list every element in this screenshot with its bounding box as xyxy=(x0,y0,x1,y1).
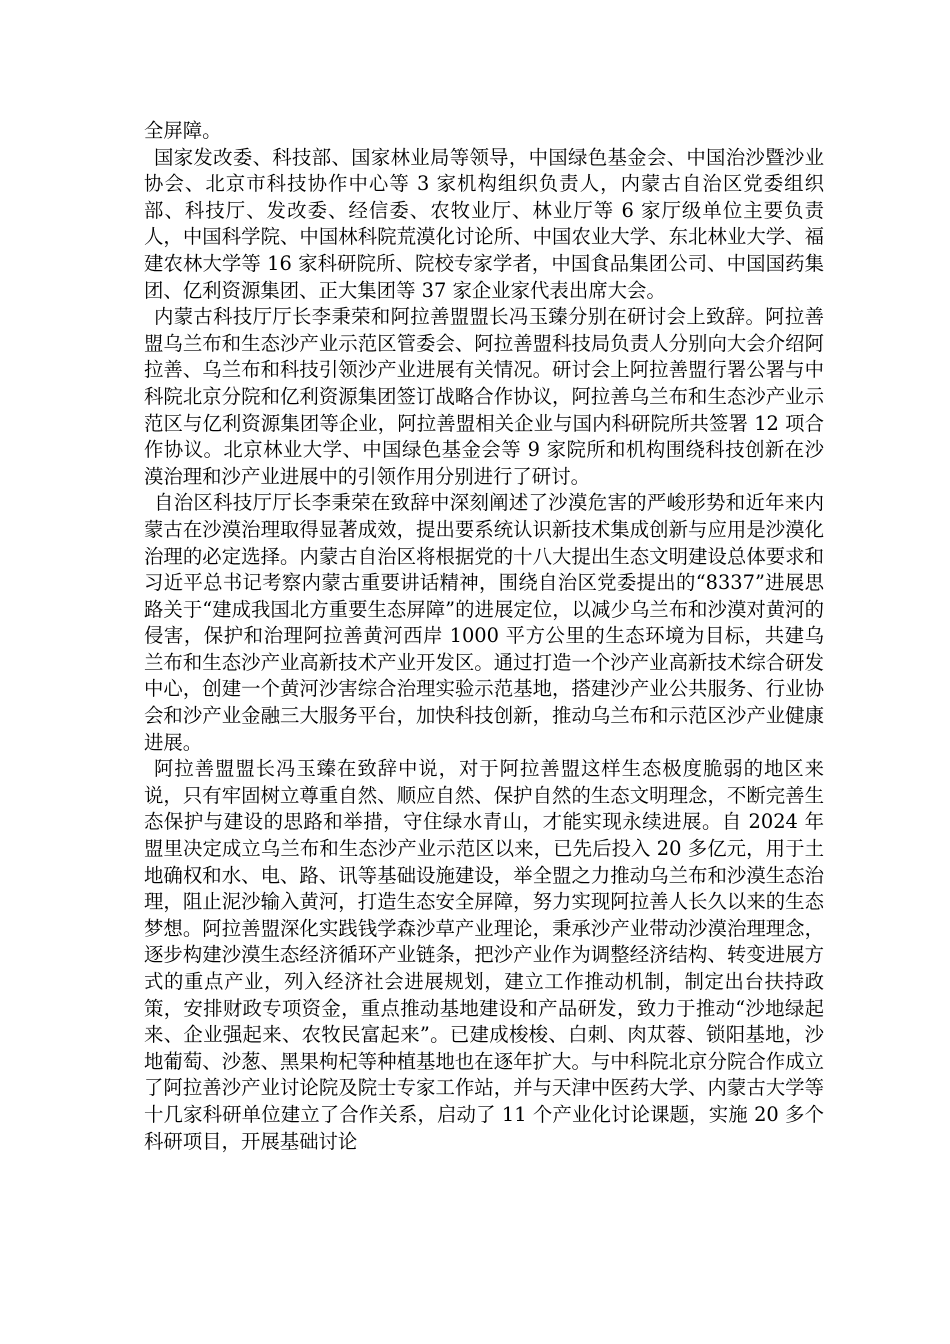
paragraph-opening-speeches: 内蒙古科技厅厅长李秉荣和阿拉善盟盟长冯玉臻分别在研讨会上致辞。阿拉善盟乌兰布和生态沙产业示范区管委会、阿拉善盟科技局负责人分别向大会介绍阿拉善、乌兰布和科技引领沙产业进展有关情况。研讨会上阿拉善盟行署公署与中科院北京分院和亿利资源集团签订战略合作协议，阿拉善乌兰布和生态沙产业示范区与亿利资源集团等企业，阿拉善盟相关企业与国内科研院所共签署 12 项合作协议。北京林业大学、中国绿色基金会等 9 家院所和机构围绕科技创新在沙漠治理和沙产业进展中的引领作用分别进行了研讨。 xyxy=(144,305,824,488)
paragraph-science-director-speech: 自治区科技厅厅长李秉荣在致辞中深刻阐述了沙漠危害的严峻形势和近年来内蒙古在沙漠治理取得显著成效，提出要系统认识新技术集成创新与应用是沙漠化治理的必定选择。内蒙古自治区将根据党的十八大提出生态文明建设总体要求和习近平总书记考察内蒙古重要讲话精神，围绕自治区党委提出的“8337”进展思路关于“建成我国北方重要生态屏障”的进展定位，以减少乌兰布和沙漠对黄河的侵害，保护和治理阿拉善黄河西岸 1000 平方公里的生态环境为目标，共建乌兰布和生态沙产业高新技术产业开发区。通过打造一个沙产业高新技术综合研发中心，创建一个黄河沙害综合治理实验示范基地，搭建沙产业公共服务、行业协会和沙产业金融三大服务平台，加快科技创新，推动乌兰布和示范区沙产业健康进展。 xyxy=(144,491,824,754)
paragraph-continuation: 全屏障。 xyxy=(144,119,222,142)
paragraph-league-leader-speech: 阿拉善盟盟长冯玉臻在致辞中说，对于阿拉善盟这样生态极度脆弱的地区来说，只有牢固树立尊重自然、顺应自然、保护自然的生态文明理念，不断完善生态保护与建设的思路和举措，守住绿水青山，才能实现永续进展。自 2024 年盟里决定成立乌兰布和生态沙产业示范区以来，已先后投入 20 多亿元，用于土地确权和水、电、路、讯等基础设施建设，举全盟之力推动乌兰布和沙漠生态治理，阻止泥沙输入黄河，打造生态安全屏障，努力实现阿拉善人长久以来的生态梦想。阿拉善盟深化实践钱学森沙草产业理论，秉承沙产业带动沙漠治理理念，逐步构建沙漠生态经济循环产业链条，把沙产业作为调整经济结构、转变进展方式的重点产业，列入经济社会进展规划，建立工作推动机制，制定出台扶持政策，安排财政专项资金，重点推动基地建设和产品研发，致力于推动“沙地绿起来、企业强起来、农牧民富起来”。已建成梭梭、白刺、肉苁蓉、锁阳基地，沙地葡萄、沙葱、黑果枸杞等种植基地也在逐年扩大。与中科院北京分院合作成立了阿拉善沙产业讨论院及院士专家工作站，并与天津中医药大学、内蒙古大学等十几家科研单位建立了合作关系，启动了 11 个产业化讨论课题，实施 20 多个科研项目，开展基础讨论 xyxy=(144,757,824,1153)
document-page xyxy=(144,118,824,1155)
paragraph-attendees: 国家发改委、科技部、国家林业局等领导，中国绿色基金会、中国治沙暨沙业协会、北京市科技协作中心等 3 家机构组织负责人，内蒙古自治区党委组织部、科技厅、发改委、经信委、农牧业厅、林业厅等 6 家厅级单位主要负责人，中国科学院、中国林科院荒漠化讨论所、中国农业大学、东北林业大学、福建农林大学等 16 家科研院所、院校专家学者，中国食品集团公司、中国国药集团、亿利资源集团、正大集团等 37 家企业家代表出席大会。 xyxy=(144,145,824,302)
